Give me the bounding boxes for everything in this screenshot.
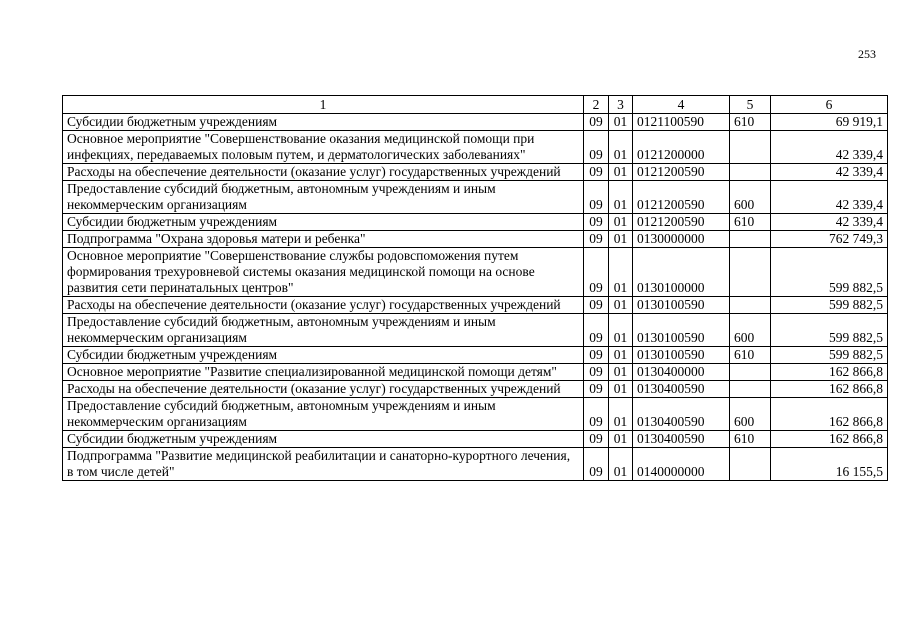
row-name: Подпрограмма "Развитие медицинской реабилитации и санаторно-курортного лечения, в том числе детей" (63, 448, 584, 481)
budget-table (62, 95, 888, 481)
row-name: Субсидии бюджетным учреждениям (63, 214, 584, 231)
row-section: 09 (584, 164, 609, 181)
row-name: Подпрограмма "Охрана здоровья матери и ребенка" (63, 231, 584, 248)
row-expense-type (730, 381, 771, 398)
row-expense-type (730, 231, 771, 248)
row-target-code: 0130400590 (633, 398, 730, 431)
header-col-5: 5 (730, 96, 771, 114)
row-amount: 162 866,8 (771, 381, 888, 398)
row-amount: 16 155,5 (771, 448, 888, 481)
header-col-3: 3 (609, 96, 633, 114)
row-target-code: 0130400590 (633, 431, 730, 448)
header-col-2: 2 (584, 96, 609, 114)
row-subsection: 01 (609, 231, 633, 248)
row-amount: 42 339,4 (771, 181, 888, 214)
row-section: 09 (584, 364, 609, 381)
page-number: 253 (858, 47, 876, 61)
row-expense-type: 600 (730, 314, 771, 347)
row-section: 09 (584, 347, 609, 364)
row-subsection: 01 (609, 347, 633, 364)
row-expense-type (730, 297, 771, 314)
table-row (63, 181, 888, 214)
row-subsection: 01 (609, 181, 633, 214)
table-row (63, 131, 888, 164)
header-col-6: 6 (771, 96, 888, 114)
row-amount: 162 866,8 (771, 364, 888, 381)
row-section: 09 (584, 431, 609, 448)
row-subsection: 01 (609, 398, 633, 431)
table-row (63, 164, 888, 181)
row-subsection: 01 (609, 131, 633, 164)
row-target-code: 0121200000 (633, 131, 730, 164)
row-expense-type: 610 (730, 347, 771, 364)
row-subsection: 01 (609, 314, 633, 347)
row-section: 09 (584, 114, 609, 131)
row-section: 09 (584, 248, 609, 297)
row-subsection: 01 (609, 297, 633, 314)
row-amount: 599 882,5 (771, 297, 888, 314)
row-subsection: 01 (609, 381, 633, 398)
table-row (63, 398, 888, 431)
table-row (63, 381, 888, 398)
row-target-code: 0121200590 (633, 164, 730, 181)
row-target-code: 0130100590 (633, 347, 730, 364)
row-section: 09 (584, 214, 609, 231)
row-section: 09 (584, 398, 609, 431)
row-expense-type: 610 (730, 114, 771, 131)
row-amount: 69 919,1 (771, 114, 888, 131)
row-expense-type: 610 (730, 214, 771, 231)
row-name: Предоставление субсидий бюджетным, автономным учреждениям и иным некоммерческим организациям (63, 181, 584, 214)
row-name: Расходы на обеспечение деятельности (оказание услуг) государственных учреждений (63, 164, 584, 181)
row-section: 09 (584, 231, 609, 248)
header-col-4: 4 (633, 96, 730, 114)
row-section: 09 (584, 448, 609, 481)
row-name: Расходы на обеспечение деятельности (оказание услуг) государственных учреждений (63, 381, 584, 398)
row-amount: 42 339,4 (771, 131, 888, 164)
row-amount: 162 866,8 (771, 398, 888, 431)
row-name: Основное мероприятие "Совершенствование оказания медицинской помощи при инфекциях, передаваемых половым путем, и дерматологических заболеваниях" (63, 131, 584, 164)
row-name: Основное мероприятие "Совершенствование службы родовспоможения путем формирования трехуровневой системы оказания медицинской помощи на основе развития сети перинатальных центров" (63, 248, 584, 297)
row-subsection: 01 (609, 114, 633, 131)
table-row (63, 347, 888, 364)
row-target-code: 0130400000 (633, 364, 730, 381)
row-section: 09 (584, 381, 609, 398)
row-expense-type (730, 364, 771, 381)
row-amount: 599 882,5 (771, 248, 888, 297)
row-expense-type: 600 (730, 398, 771, 431)
row-section: 09 (584, 131, 609, 164)
table-row (63, 248, 888, 297)
table-row (63, 448, 888, 481)
row-target-code: 0121100590 (633, 114, 730, 131)
table-row (63, 214, 888, 231)
table-body (63, 114, 888, 481)
row-name: Субсидии бюджетным учреждениям (63, 114, 584, 131)
header-col-1: 1 (63, 96, 584, 114)
row-target-code: 0140000000 (633, 448, 730, 481)
row-name: Субсидии бюджетным учреждениям (63, 431, 584, 448)
row-amount: 42 339,4 (771, 214, 888, 231)
row-section: 09 (584, 314, 609, 347)
row-expense-type: 600 (730, 181, 771, 214)
row-name: Основное мероприятие "Развитие специализированной медицинской помощи детям" (63, 364, 584, 381)
row-name: Предоставление субсидий бюджетным, автономным учреждениям и иным некоммерческим организациям (63, 314, 584, 347)
row-section: 09 (584, 297, 609, 314)
row-amount: 42 339,4 (771, 164, 888, 181)
row-target-code: 0130100590 (633, 297, 730, 314)
row-expense-type (730, 131, 771, 164)
row-amount: 599 882,5 (771, 314, 888, 347)
row-target-code: 0121200590 (633, 214, 730, 231)
header-row (63, 96, 888, 114)
row-subsection: 01 (609, 364, 633, 381)
table-row (63, 364, 888, 381)
row-name: Предоставление субсидий бюджетным, автономным учреждениям и иным некоммерческим организациям (63, 398, 584, 431)
row-name: Субсидии бюджетным учреждениям (63, 347, 584, 364)
row-section: 09 (584, 181, 609, 214)
row-target-code: 0130100000 (633, 248, 730, 297)
table-row (63, 431, 888, 448)
row-subsection: 01 (609, 248, 633, 297)
row-target-code: 0121200590 (633, 181, 730, 214)
row-expense-type (730, 164, 771, 181)
table-row (63, 314, 888, 347)
row-amount: 162 866,8 (771, 431, 888, 448)
row-expense-type: 610 (730, 431, 771, 448)
table-row (63, 297, 888, 314)
row-target-code: 0130100590 (633, 314, 730, 347)
row-amount: 762 749,3 (771, 231, 888, 248)
row-subsection: 01 (609, 448, 633, 481)
row-target-code: 0130400590 (633, 381, 730, 398)
row-subsection: 01 (609, 431, 633, 448)
row-expense-type (730, 248, 771, 297)
row-expense-type (730, 448, 771, 481)
table-row (63, 231, 888, 248)
table-row (63, 114, 888, 131)
row-amount: 599 882,5 (771, 347, 888, 364)
row-target-code: 0130000000 (633, 231, 730, 248)
row-name: Расходы на обеспечение деятельности (оказание услуг) государственных учреждений (63, 297, 584, 314)
row-subsection: 01 (609, 214, 633, 231)
row-subsection: 01 (609, 164, 633, 181)
